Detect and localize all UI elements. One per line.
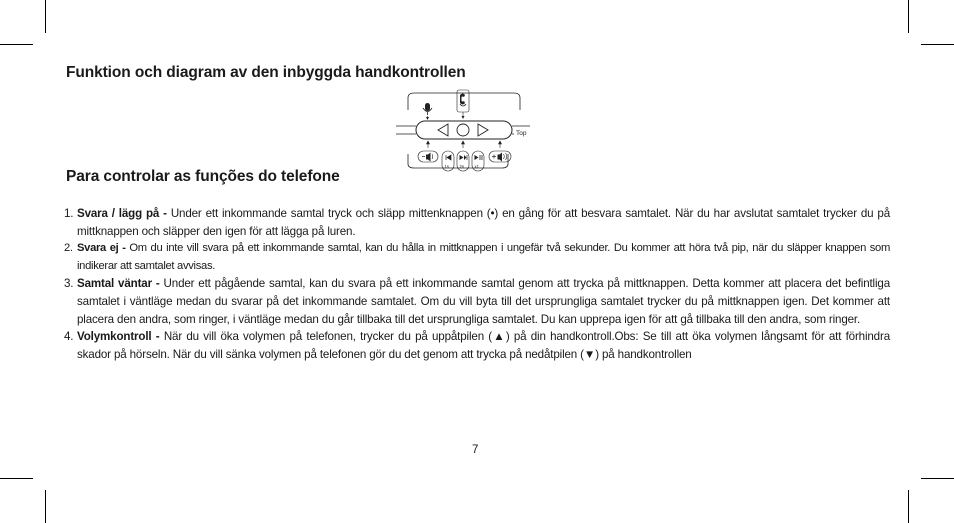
crop-mark-bottom-left-h: [0, 478, 33, 479]
microphone-icon: [423, 103, 432, 120]
item-number: 4.: [64, 330, 74, 344]
item-text: Under ett pågående samtal, kan du svara på ett inkommande samtal genom att trycka på mittknappen. Detta kommer att placera det befintliga samtalet i väntläge medan du svarar på det inkommande samtalet. Om du vill byta till det ursprungliga samtalet trycker du på mittknappen igen. Det kommer att placera den andra, som ringer, i väntläge medan du går tillbaka till det ursprungliga samtalet. Du kan upprepa igen för att gå tillbaka till den andra, som ringer.: [77, 277, 891, 326]
list-item: [66, 328, 890, 363]
crop-mark-top-right-h: [921, 44, 954, 45]
list-item: [66, 275, 890, 328]
item-number: 3.: [64, 277, 74, 291]
crop-mark-top-left-v: [45, 0, 46, 33]
crop-mark-top-left-h: [0, 44, 33, 45]
item-text: När du vill öka volymen på telefonen, trycker du på uppåtpilen (▲) på din handkontroll.Obs: Se till att öka volymen långsamt för att förhindra skador på hörseln. När du vill sänka volymen på telefonen gör du det genom att trycka på nedåtpilen (▼) på handkontrollen: [77, 330, 890, 361]
page-number: 7: [472, 444, 479, 456]
crop-mark-bottom-left-v: [45, 490, 46, 523]
item-title: Svara / lägg på -: [77, 207, 167, 220]
item-number: 1.: [64, 207, 74, 220]
play-pause-label: x1: [474, 164, 479, 169]
section-heading-swedish: Funktion och diagram av den inbyggda handkontrollen: [66, 64, 466, 81]
remote-control-diagram: [396, 88, 530, 174]
crop-mark-bottom-right-h: [921, 478, 954, 479]
crop-mark-bottom-right-v: [908, 490, 909, 523]
arrow-left-icon: [438, 124, 448, 136]
item-text: Om du inte vill svara på ett inkommande samtal, kan du hålla in mittknappen i ungefär två sekunder. Du kommer att höra två pip, när du släpper knappen som indikerar att samtalet avvisas.: [77, 242, 890, 272]
center-button-icon: [457, 124, 469, 136]
next-track-label: 2s: [459, 164, 464, 169]
arrow-right-icon: [478, 124, 488, 136]
volume-down-icon: [418, 151, 438, 162]
phone-handset-icon: [457, 90, 469, 119]
list-item: [66, 205, 890, 240]
crop-mark-top-right-v: [908, 0, 909, 33]
diagram-top-label: Top: [516, 130, 527, 137]
item-text: Under ett inkommande samtal tryck och släpp mittenknappen (•) en gång för att besvara samtalet. När du har avslutat samtalet trycker du på mittknappen och släpper den igen för att lägga på luren.: [77, 207, 890, 238]
item-title: Volymkontroll -: [77, 330, 160, 344]
list-item: [66, 240, 890, 275]
item-number: 2.: [64, 242, 73, 255]
previous-track-label: 1s: [444, 164, 449, 169]
item-title: Samtal väntar -: [77, 277, 160, 291]
section-heading-portuguese: Para controlar as funções do telefone: [66, 168, 340, 185]
item-title: Svara ej -: [77, 242, 126, 255]
instruction-list: [66, 205, 890, 363]
